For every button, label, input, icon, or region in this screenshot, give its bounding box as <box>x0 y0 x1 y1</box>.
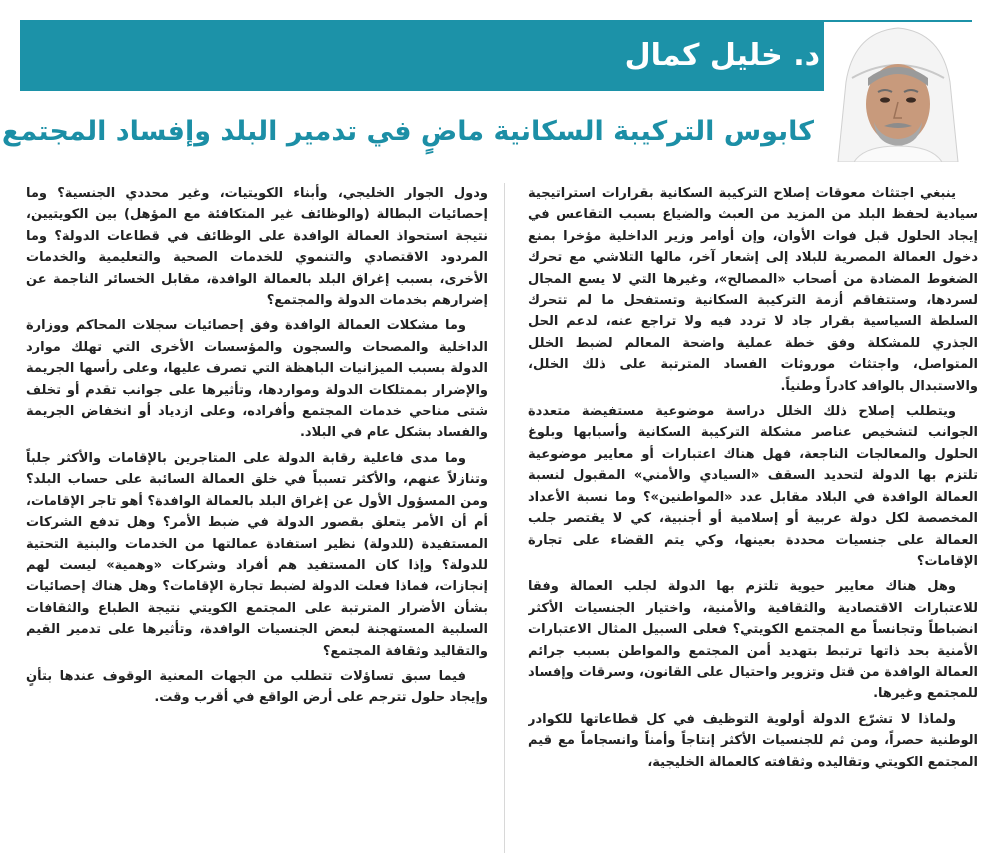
author-name: د. خليل كمال <box>624 38 820 73</box>
author-portrait-icon <box>824 22 972 162</box>
article-column-left <box>26 183 488 858</box>
article-title: كابوس التركيبة السكانية ماضٍ في تدمير البلد وإفساد المجتمع <box>1 116 814 147</box>
paragraph: وما مشكلات العمالة الوافدة وفق إحصائيات سجلات المحاكم ووزارة الداخلية والمصحات والسجون والمؤسسات الأخرى التي تهلك موارد الدولة بسبب الميزانيات الباهظة التي تصرف عليها، وعلى رأسها الجريمة والإضرار بممتلكات الدولة ومواردها، وتأثيرها على جوانب تقدم أو تخلف شتى مناحي خدمات المجتمع وأفراده، وعلى ازدياد أو انخفاض الجريمة والفساد بشكل عام في البلاد. <box>26 318 488 441</box>
paragraph: فيما سبق تساؤلات تتطلب من الجهات المعنية الوقوف عندها بتأنٍ وإيجاد حلول تترجم على أرض الواقع في أقرب وقت. <box>26 668 488 706</box>
paragraph: وهل هناك معايير حيوية تلتزم بها الدولة لجلب العمالة وفقا للاعتبارات الاقتصادية والثقافية والأمنية، واختيار الجنسيات الأكثر انضباطاً وتجانساً مع المجتمع الكويتي؟ فعلى السبيل المثال الاعتبارات الأمنية بحد ذاتها ترتبط بتهديد أمن المجتمع والمواطن بسبب جرائم العمالة الوافدة من قتل وتزوير واحتيال على القانون، وسرقات وإفساد للمجتمع وغيرها. <box>528 579 978 702</box>
column-divider <box>504 183 505 853</box>
paragraph: ويتطلب إصلاح ذلك الخلل دراسة موضوعية مستفيضة متعددة الجوانب لتشخيص عناصر مشكلة التركيبة السكانية وأسبابها وبلوغ الحلول والمعالجات الناجعة، فهل هناك اعتبارات أو معايير موضوعية تلتزم بها الدولة لتحديد السقف «السيادي والأمني» المقبول لنسبة العمالة الوافدة في البلاد مقابل عدد «المواطنين»؟ وما نسبة الأعداد المخصصة لكل دولة عربية أو إسلامية أو أجنبية، كي لا يقتصر جلب العمالة على جنسيات محددة بعينها، وكي يتم القضاء على تجارة الإقامات؟ <box>528 404 978 569</box>
article-column-right <box>528 183 978 858</box>
paragraph: ينبغي اجتثاث معوقات إصلاح التركيبة السكانية بقرارات استراتيجية سيادية لحفظ البلد من المزيد من العبث والضياع بسبب التقاعس في إيجاد الحلول قبل فوات الأوان، وإن أوامر وزير الداخلية مؤخرا بمنع دخول العمالة المصرية للبلاد إلى إشعار آخر، مالها التلاشي مع تحرك الضغوط المضادة من أصحاب «المصالح»، وغيرها التي لا يسع المجال لسردها، وستتفاقم أزمة التركيبة السكانية وتستفحل ما لم تتحرك السلطة السياسية بقرار جاد لا تردد فيه ولا تراجع عنه، لدعم الحل الجذري للمشكلة وفق خطة عملية واضحة المعالم لضبط الخلل المتواصل، واجتثاث موروثات الفساد المترتبة على ذلك الخلل، والاستبدال بالوافد كادراً وطنياً. <box>528 186 978 394</box>
author-photo <box>824 22 972 162</box>
paragraph: ولماذا لا تشرّع الدولة أولوية التوظيف في كل قطاعاتها للكوادر الوطنية حصراً، ومن ثم للجنسيات الأكثر إنتاجاً وأمناً وانسجاماً مع قيم المجتمع الكويتي وتقاليده وثقافته كالعمالة الخليجية، <box>528 711 978 770</box>
paragraph: ودول الجوار الخليجي، وأبناء الكويتيات، وغير محددي الجنسية؟ وما إحصائيات البطالة (والوظائف غير المتكافئة مع المؤهل) بين الكويتيين، نتيجة استحواذ العمالة الوافدة على الوظائف في قطاعات الدولة؟ وما المردود الاقتصادي والتنموي للخدمات الصحية والتعليمية والخدمات الأخرى، بسبب إغراق البلد بالعمالة الوافدة، مقابل الخسائر الناجمة عن إضرارهم بخدمات الدولة والمجتمع؟ <box>26 186 488 309</box>
paragraph: وما مدى فاعلية رقابة الدولة على المتاجرين بالإقامات والأكثر جلباً وتنازلاً عنهم، والأكثر تسبباً في خلق العمالة السائبة على حساب البلد؟ ومن المسؤول الأول عن إغراق البلد بالعمالة الوافدة؟ أهو تاجر الإقامات، أم أن الأمر يتعلق بقصور الدولة في ضبط الأمر؟ وهل تدفع الشركات المستفيدة (للدولة) نظير استفادة عمالتها من الخدمات والبنية التحتية للدولة؟ وإذا كان المستفيد هم أفراد وشركات «وهمية» ليست لهم إنجازات، فماذا فعلت الدولة لضبط تجارة الإقامات؟ وهل هناك إحصائيات بشأن الأضرار المترتبة على المجتمع الكويتي نتيجة الطباع والثقافات السلبية المستهجنة لبعض الجنسيات الوافدة، وتأثيرها على تدمير القيم والتقاليد وثقافة المجتمع؟ <box>26 450 488 659</box>
